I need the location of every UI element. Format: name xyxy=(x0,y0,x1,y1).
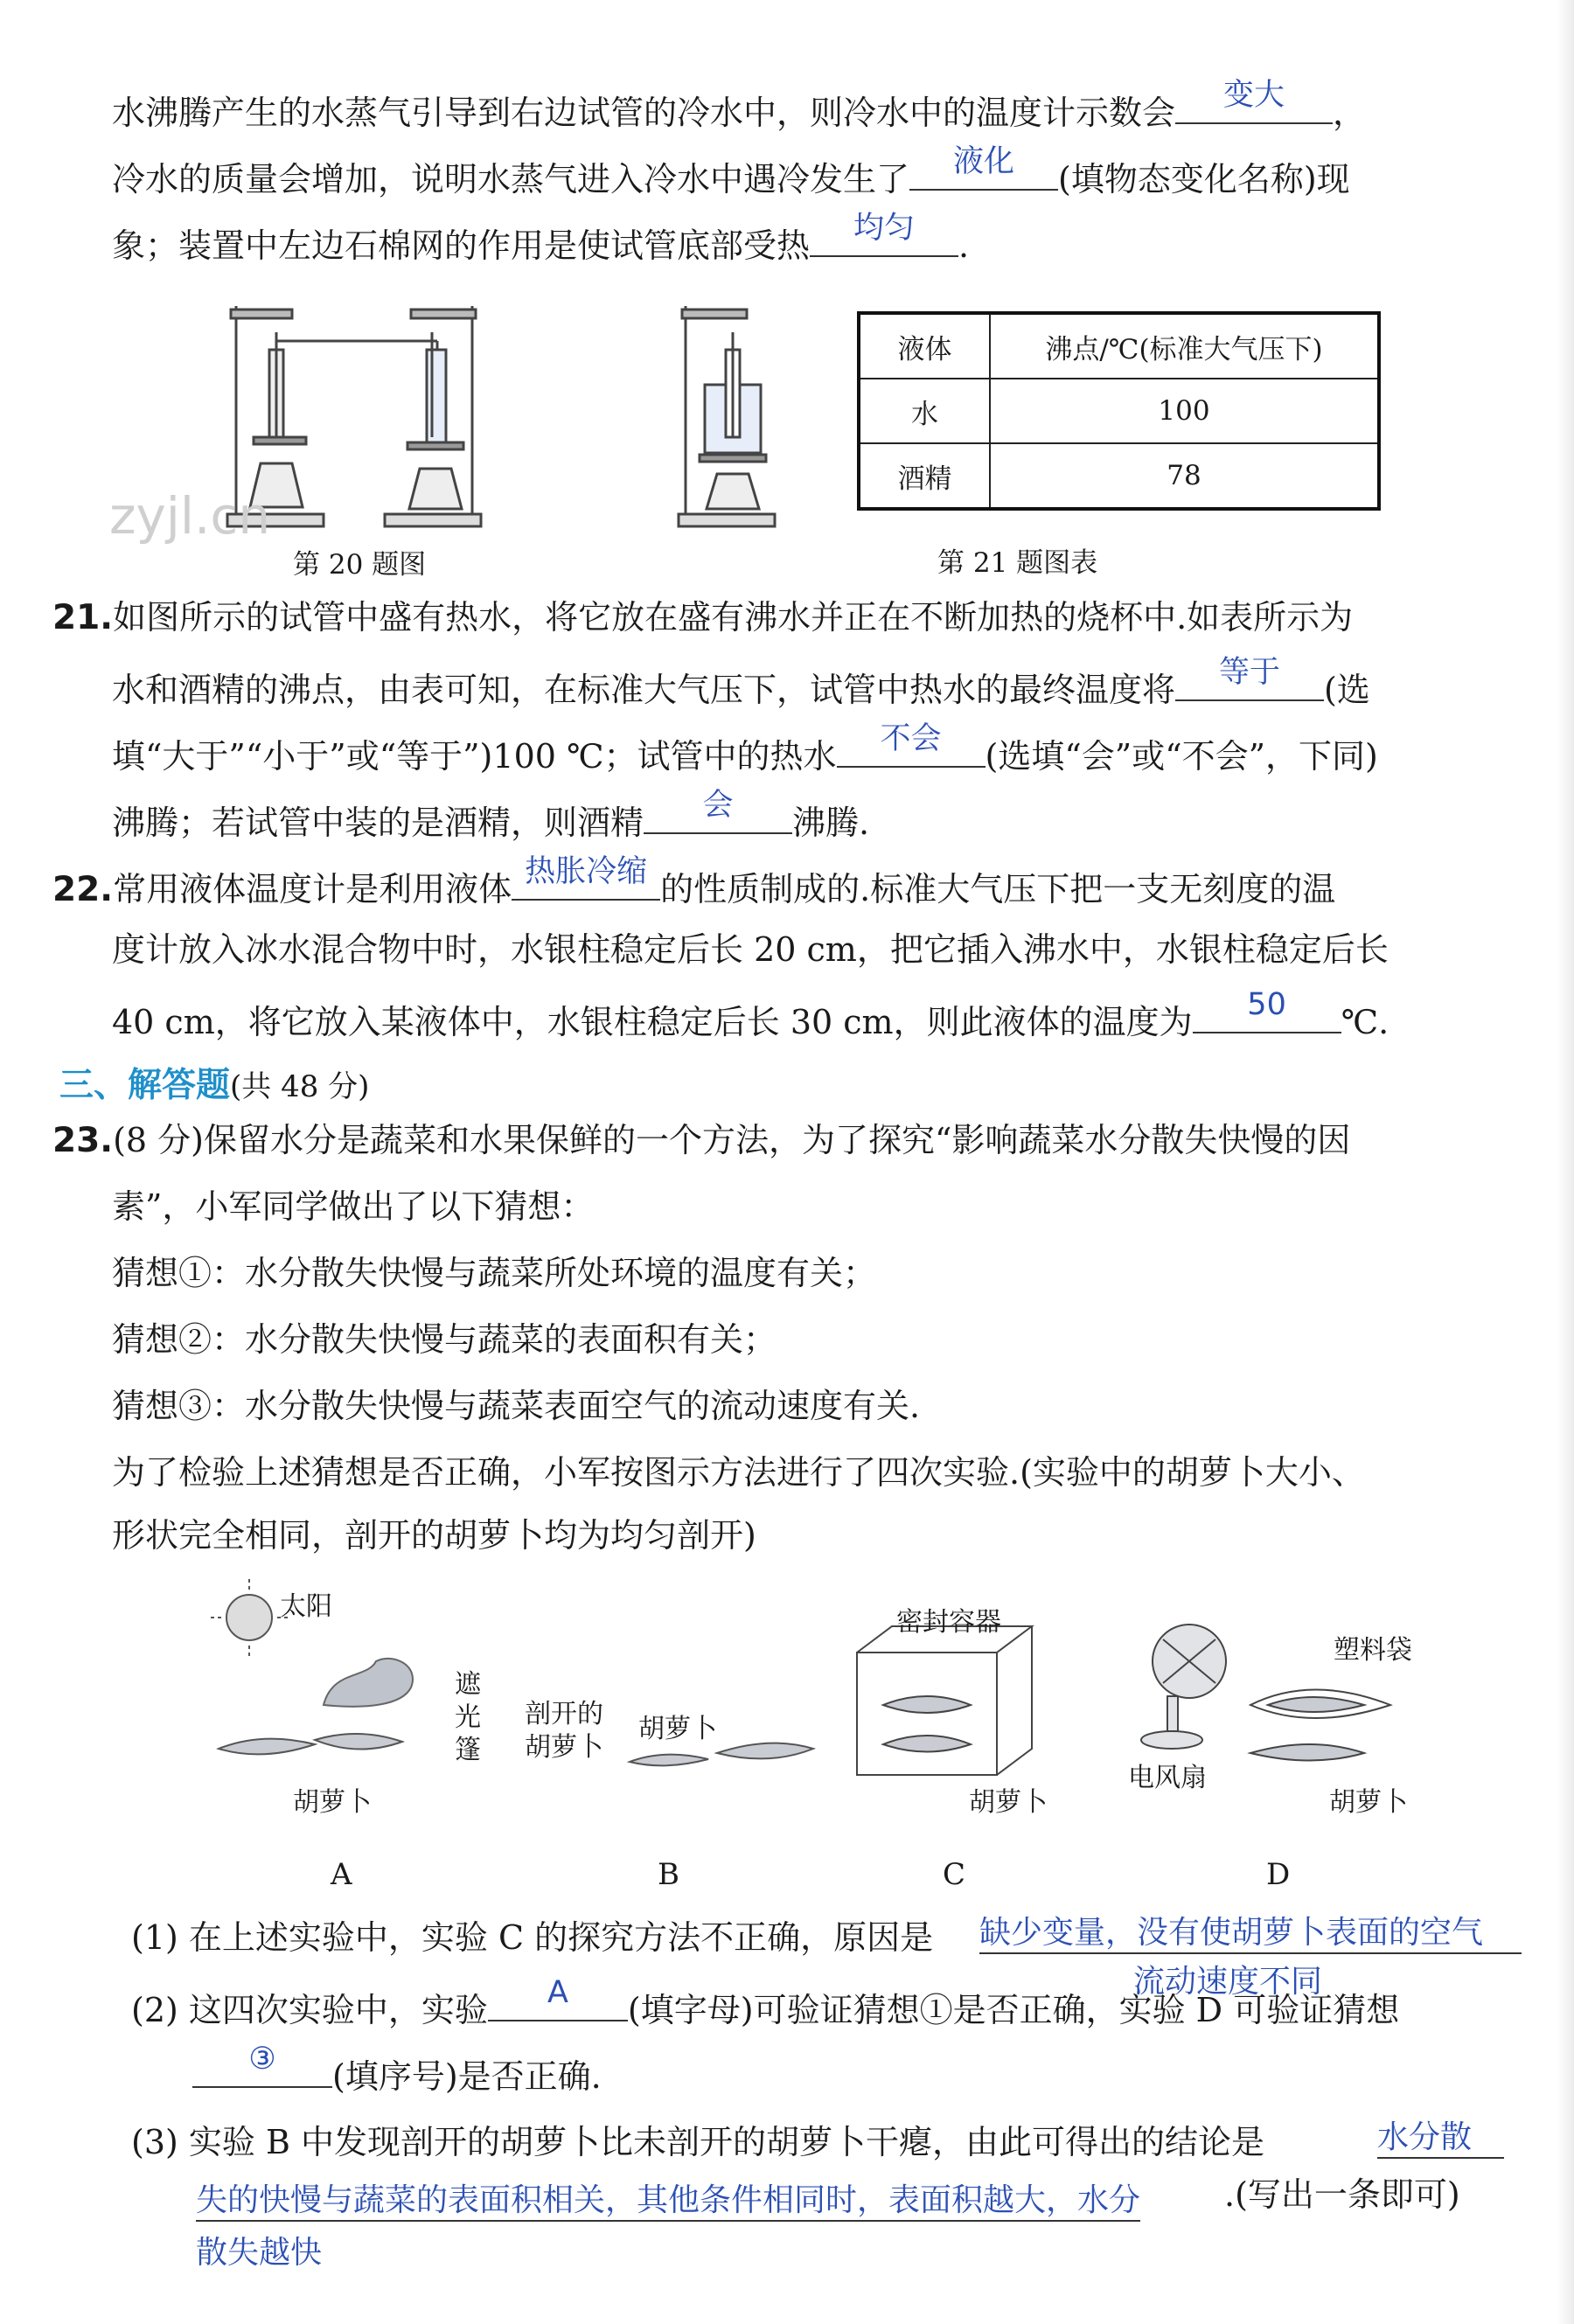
plastic-bag-carrot-icon xyxy=(1250,1690,1390,1761)
q23-guess-3: 猜想③：水分散失快慢与蔬菜表面空气的流动速度有关. xyxy=(112,1387,921,1425)
label-container: 密封容器 xyxy=(896,1607,1001,1638)
fig-letter-b: B xyxy=(658,1857,679,1892)
q21-blank-3: 会 xyxy=(644,797,792,834)
q22-line-3: 40 cm，将它放入某液体中，水银柱稳定后长 30 cm，则此液体的温度为 50 ℃. xyxy=(112,987,1389,1041)
table-header-liquid: 液体 xyxy=(859,313,990,379)
label-carrot-a: 胡萝卜 xyxy=(293,1787,372,1818)
q23-sub3-tail: .(写出一条即可) xyxy=(1224,2175,1460,2214)
q23-sub3-answer-line2: 失的快慢与蔬菜的表面积相关，其他条件相同时，表面积越大，水分 xyxy=(196,2175,1140,2222)
q23-sub2-blank-2: ③ xyxy=(192,2051,332,2088)
fig20-caption: 第 20 题图 xyxy=(293,549,427,581)
label-fan: 电风扇 xyxy=(1128,1763,1207,1793)
q22-line-1: 22.常用液体温度计是利用液体 热胀冷缩 的性质制成的.标准大气压下把一支无刻度的温 xyxy=(52,854,1336,909)
q21-line-3: 填“大于”“小于”或“等于”)100 ℃；试管中的热水 不会 (选填“会”或“不会”，下同) xyxy=(112,721,1378,776)
q20-line-3: 象；装置中左边石棉网的作用是使试管底部受热 均匀 . xyxy=(112,211,970,265)
page-edge-shadow xyxy=(1557,0,1574,2324)
label-shade: 遮 光 篷 xyxy=(455,1669,481,1765)
label-sun: 太阳 xyxy=(280,1591,332,1622)
q22-line-2: 度计放入冰水混合物中时，水银柱稳定后长 20 cm，把它插入沸水中，水银柱稳定后长 xyxy=(112,930,1389,969)
boiling-point-table xyxy=(857,311,1381,511)
q23-sub1-answer-line2: 流动速度不同 xyxy=(1133,1964,1323,2000)
q23-line-2: 素”，小军同学做出了以下猜想： xyxy=(112,1187,595,1226)
q22-blank-2: 50 xyxy=(1193,997,1341,1033)
fig21-apparatus xyxy=(673,289,787,533)
q20-blank-1: 变大 xyxy=(1175,87,1333,124)
q23-line-7: 形状完全相同，剖开的胡萝卜均为均匀剖开) xyxy=(112,1516,756,1555)
shade-canopy-icon xyxy=(324,1659,413,1707)
table-cell: 酒精 xyxy=(859,443,990,509)
label-carrot-b: 胡萝卜 xyxy=(638,1714,717,1744)
q21-line-2: 水和酒精的沸点，由表可知，在标准大气压下，试管中热水的最终温度将 等于 (选 xyxy=(112,655,1370,709)
q23-line-1: 23.(8 分)保留水分是蔬菜和水果保鲜的一个方法，为了探究“影响蔬菜水分散失快慢的因 xyxy=(52,1121,1351,1160)
table-cell: 78 xyxy=(990,443,1379,509)
label-cut-carrot: 剖开的 胡萝卜 xyxy=(525,1699,603,1763)
q23-sub3: (3) 实验 B 中发现剖开的胡萝卜比未剖开的胡萝卜干瘪，由此可得出的结论是 xyxy=(131,2123,1264,2161)
q21-line-4: 沸腾；若试管中装的是酒精，则酒精 会 沸腾. xyxy=(112,788,870,842)
sun-icon xyxy=(211,1579,288,1656)
q23-guess-2: 猜想②：水分散失快慢与蔬菜的表面积有关； xyxy=(112,1320,777,1359)
q23-experiment-figure xyxy=(192,1574,1434,1862)
carrot-icon xyxy=(219,1734,402,1754)
q23-sub1: (1) 在上述实验中，实验 C 的探究方法不正确，原因是 xyxy=(131,1918,934,1957)
section-title: 三、解答题(共 48 分) xyxy=(59,1066,370,1105)
q23-line-6: 为了检验上述猜想是否正确，小军按图示方法进行了四次实验.(实验中的胡萝卜大小、 xyxy=(112,1453,1365,1492)
q21-line-1: 21.如图所示的试管中盛有热水，将它放在盛有沸水并正在不断加热的烧杯中.如表所示为 xyxy=(52,598,1354,637)
q23-sub3-answer-line1: 水分散 xyxy=(1377,2112,1504,2159)
q23-sub2: (2) 这四次实验中，实验 A (填字母)可验证猜想①是否正确，实验 D 可验证猜想 xyxy=(131,1975,1400,2029)
q20-blank-2: 液化 xyxy=(909,154,1058,191)
cut-carrot-icon xyxy=(630,1743,813,1766)
q22-blank-1: 热胀冷缩 xyxy=(512,864,660,901)
q20-line-2: 冷水的质量会增加，说明水蒸气进入冷水中遇冷发生了 液化 (填物态变化名称)现 xyxy=(112,144,1350,198)
table-header-boiling-point: 沸点/℃(标准大气压下) xyxy=(990,313,1379,379)
q21-blank-2: 不会 xyxy=(837,731,985,768)
fig-letter-d: D xyxy=(1266,1857,1291,1892)
q21-blank-1: 等于 xyxy=(1175,664,1324,701)
q20-blank-3: 均匀 xyxy=(810,220,958,257)
table-cell: 100 xyxy=(990,379,1379,443)
q20-line-1: 水沸腾产生的水蒸气引导到右边试管的冷水中，则冷水中的温度计示数会 变大 ， xyxy=(112,78,1367,132)
label-bag: 塑料袋 xyxy=(1334,1635,1412,1666)
fig-letter-a: A xyxy=(331,1857,352,1892)
electric-fan-icon xyxy=(1141,1625,1226,1749)
fig-letter-c: C xyxy=(943,1857,966,1892)
label-carrot-d: 胡萝卜 xyxy=(1329,1787,1408,1818)
table-cell: 水 xyxy=(859,379,990,443)
q23-sub2-line2: ③ (填序号)是否正确. xyxy=(192,2051,602,2098)
label-carrot-c: 胡萝卜 xyxy=(969,1787,1048,1818)
q23-sub2-blank-1: A xyxy=(488,1985,628,2021)
q23-guess-1: 猜想①：水分散失快慢与蔬菜所处环境的温度有关； xyxy=(112,1254,877,1292)
sealed-container-icon xyxy=(857,1626,1032,1775)
watermark: zyjl.cn xyxy=(109,486,271,546)
q23-sub3-answer-line3: 散失越快 xyxy=(196,2235,323,2271)
q23-sub1-answer-line1: 缺少变量，没有使胡萝卜表面的空气 xyxy=(979,1908,1522,1954)
table21-caption: 第 21 题图表 xyxy=(937,547,1098,579)
